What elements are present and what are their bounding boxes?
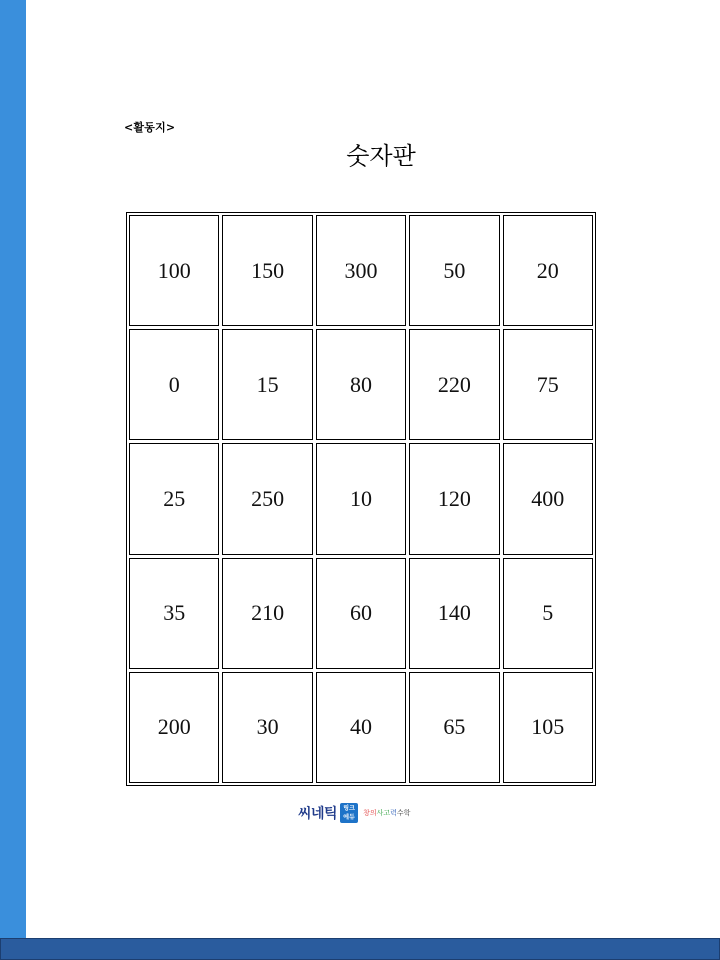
board-cell: 75 [503, 329, 593, 440]
board-cell: 120 [409, 443, 499, 554]
board-cell: 5 [503, 558, 593, 669]
number-board [126, 212, 596, 786]
board-cell: 20 [503, 215, 593, 326]
board-cell: 40 [316, 672, 406, 783]
logo-badge [340, 803, 358, 823]
board-cell: 30 [222, 672, 312, 783]
board-cell: 15 [222, 329, 312, 440]
board-cell: 105 [503, 672, 593, 783]
board-cell: 100 [129, 215, 219, 326]
board-cell: 140 [409, 558, 499, 669]
board-cell: 150 [222, 215, 312, 326]
logo-tagline [363, 808, 410, 818]
page-title-text: 숫자판 [346, 142, 416, 170]
board-cell: 250 [222, 443, 312, 554]
logo-brand: 씨네틱 [298, 806, 338, 822]
board-cell: 60 [316, 558, 406, 669]
board-cell: 80 [316, 329, 406, 440]
board-cell: 400 [503, 443, 593, 554]
activity-label: <활동지> [124, 121, 176, 134]
board-cell: 200 [129, 672, 219, 783]
board-cell: 10 [316, 443, 406, 554]
logo-badge-bottom: 에듀 [343, 814, 355, 821]
bottom-accent-bar [0, 938, 720, 960]
publisher-logo [298, 802, 410, 824]
board-cell: 25 [129, 443, 219, 554]
logo-tagline-part: 력 [390, 809, 397, 817]
page-title [0, 136, 720, 171]
logo-tagline-part: 창의 [363, 809, 377, 817]
board-cell: 210 [222, 558, 312, 669]
board-cell: 50 [409, 215, 499, 326]
board-cell: 0 [129, 329, 219, 440]
logo-tagline-part: 사고 [376, 809, 391, 817]
logo-tagline-part: 수학 [396, 809, 411, 817]
number-grid [129, 215, 593, 783]
board-cell: 35 [129, 558, 219, 669]
logo-badge-top: 링크 [343, 805, 355, 812]
board-cell: 300 [316, 215, 406, 326]
board-cell: 65 [409, 672, 499, 783]
board-cell: 220 [409, 329, 499, 440]
